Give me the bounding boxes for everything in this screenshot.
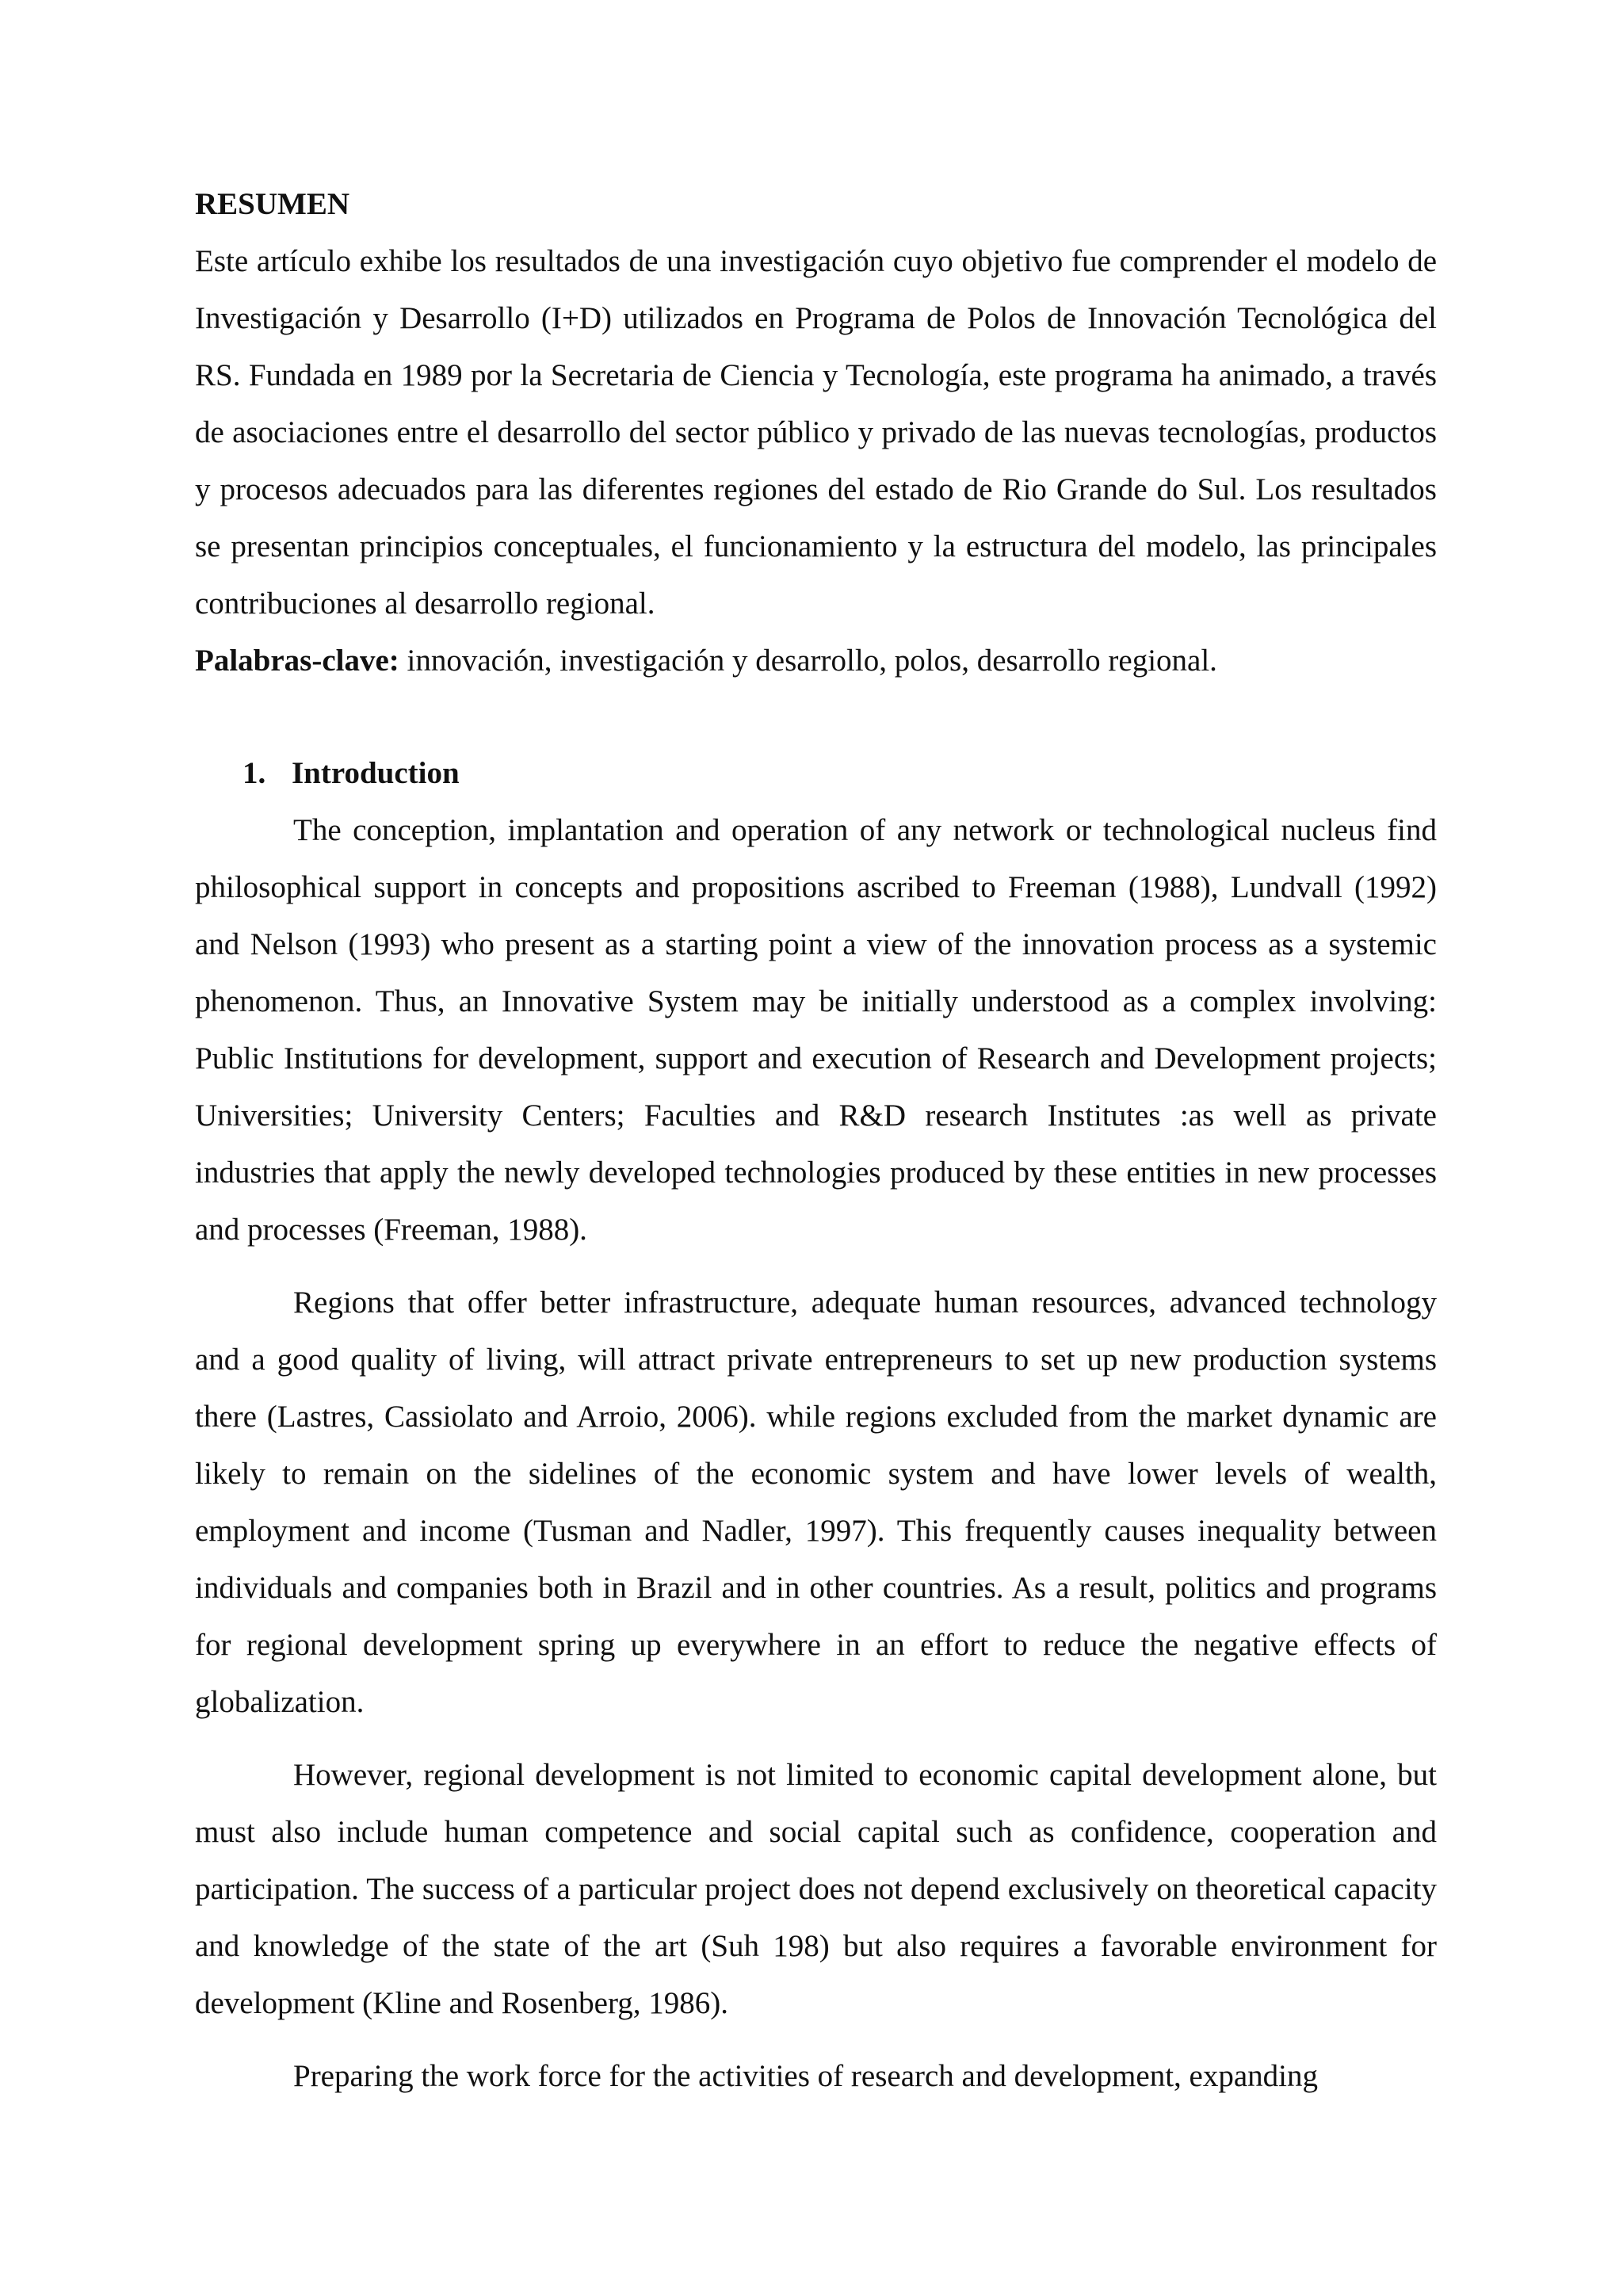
- abstract-body: Este artículo exhibe los resultados de una investigación cuyo objetivo fue comprender el modelo de Investigación y Desarrollo (I+D) utilizados en Programa de Polos de Innovación Tecnológica del RS. Fundada en 1989 por la Secretaria de Ciencia y Tecnología, este programa ha animado, a través de asociaciones entre el desarrollo del sector público y privado de las nuevas tecnologías, productos y procesos adecuados para las diferentes regiones del estado de Rio Grande do Sul. Los resultados se presentan principios conceptuales, el funcionamiento y la estructura del modelo, las principales contribuciones al desarrollo regional.: [195, 244, 1437, 621]
- intro-paragraph-4: Preparing the work force for the activities of research and development, expanding: [293, 2059, 1318, 2093]
- document-page: [195, 176, 1437, 2105]
- intro-paragraph-2: Regions that offer better infrastructure, adequate human resources, advanced technology and a good quality of living, will attract private entrepreneurs to set up new production systems there (Lastres, Cassiolato and Arroio, 2006). while regions excluded from the market dynamic are likely to remain on the sidelines of the economic system and have lower levels of wealth, employment and income (Tusman and Nadler, 1997). This frequently causes inequality between individuals and companies both in Brazil and in other countries. As a result, politics and programs for regional development spring up everywhere in an effort to reduce the negative effects of globalization.: [195, 1286, 1437, 1719]
- section-number: 1.: [242, 756, 266, 790]
- keywords-label: Palabras-clave:: [195, 644, 399, 678]
- abstract-heading: RESUMEN: [195, 187, 350, 221]
- intro-paragraph-3: However, regional development is not limited to economic capital development alone, but must also include human competence and social capital such as confidence, cooperation and participation. The success of a particular project does not depend exclusively on theoretical capacity and knowledge of the state of the art (Suh 198) but also requires a favorable environment for development (Kline and Rosenberg, 1986).: [195, 1758, 1437, 2020]
- section-title: Introduction: [292, 756, 460, 790]
- keywords-text: innovación, investigación y desarrollo, polos, desarrollo regional.: [399, 644, 1217, 678]
- intro-paragraph-1: The conception, implantation and operation of any network or technological nucleus find philosophical support in concepts and propositions ascribed to Freeman (1988), Lundvall (1992) and Nelson (1993) who present as a starting point a view of the innovation process as a systemic phenomenon. Thus, an Innovative System may be initially understood as a complex involving: Public Institutions for development, support and execution of Research and Development projects; Universities; University Centers; Faculties and R&D research Institutes :as well as private industries that apply the newly developed technologies produced by these entities in new processes and processes (Freeman, 1988).: [195, 813, 1437, 1247]
- abstract-keywords: [195, 632, 1437, 690]
- section-heading: [195, 745, 1437, 802]
